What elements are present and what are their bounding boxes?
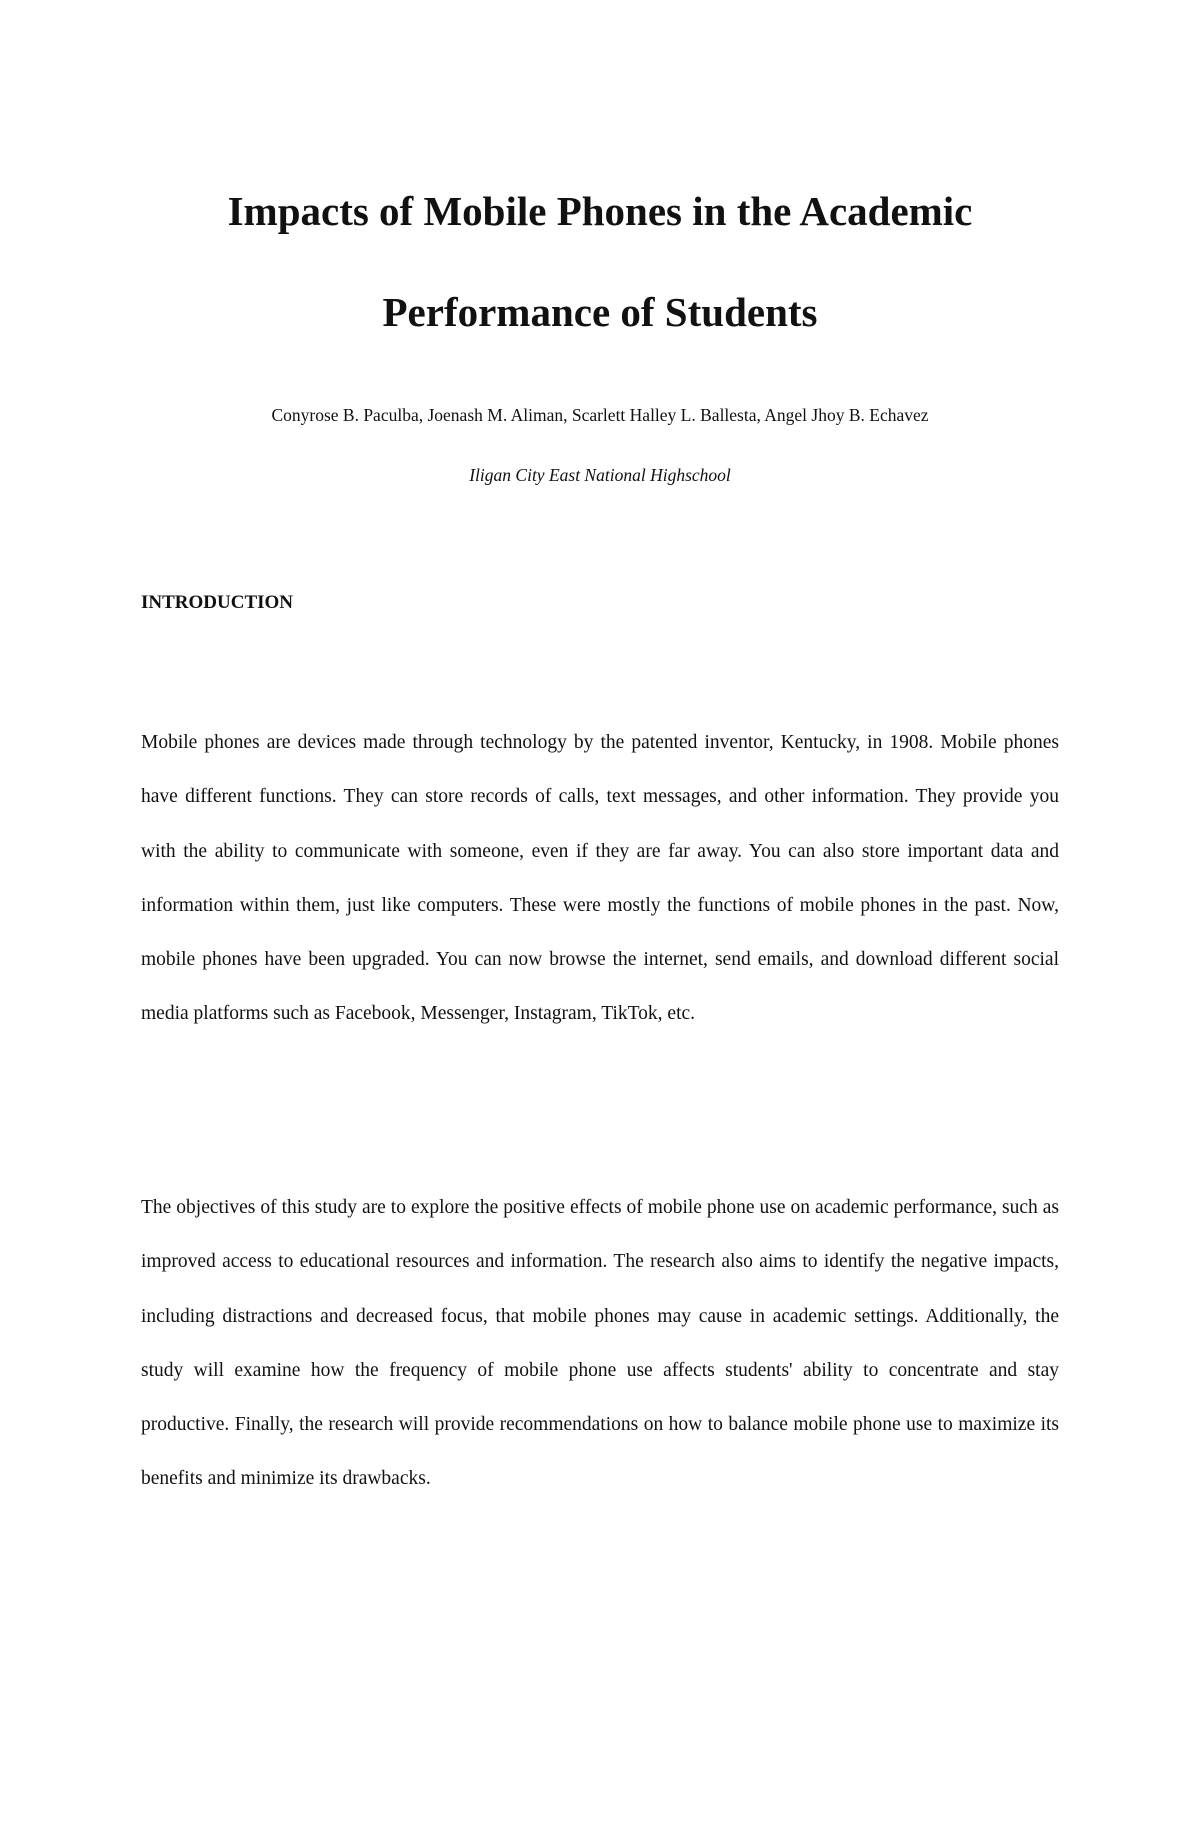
paper-title-line-2: Performance of Students [382, 289, 818, 335]
introduction-paragraph-2: The objectives of this study are to explore the positive effects of mobile phone use on academic performance, such as improved access to educational resources and information. The research also aims to identify the negative impacts, including distractions and decreased focus, that mobile phones may cause in academic settings. Additionally, the study will examine how the frequency of mobile phone use affects students' ability to concentrate and stay productive. Finally, the research will provide recommendations on how to balance mobile phone use to maximize its benefits and minimize its drawbacks. [141, 1197, 1059, 1490]
section-heading-introduction: INTRODUCTION [141, 592, 294, 613]
introduction-paragraph-1: Mobile phones are devices made through technology by the patented inventor, Kentucky, in 1908. Mobile phones have different functions. They can store records of calls, text messages, and other information. They provide you with the ability to communicate with someone, even if they are far away. You can also store important data and information within them, just like computers. These were mostly the functions of mobile phones in the past. Now, mobile phones have been upgraded. You can now browse the internet, send emails, and download different social media platforms such as Facebook, Messenger, Instagram, TikTok, etc. [141, 732, 1059, 1025]
paper-title-line-1: Impacts of Mobile Phones in the Academic [227, 188, 973, 234]
affiliation: Iligan City East National Highschool [469, 465, 731, 485]
author-list: Conyrose B. Paculba, Joenash M. Aliman, Scarlett Halley L. Ballesta, Angel Jhoy B. Echavez [271, 405, 929, 425]
